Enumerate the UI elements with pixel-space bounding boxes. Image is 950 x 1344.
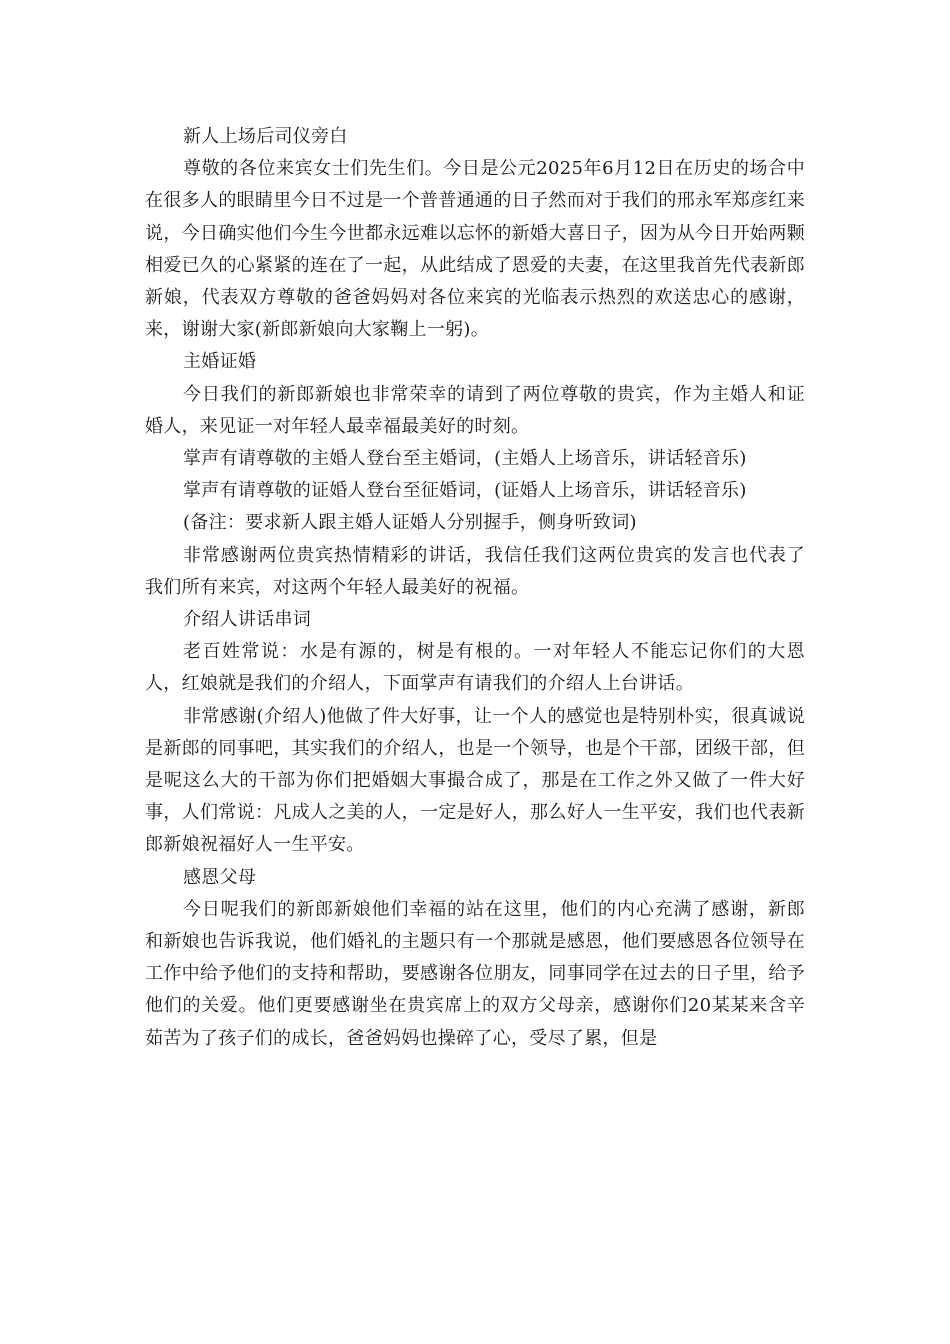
section-heading-matchmaker: 介绍人讲话串词 — [183, 609, 312, 631]
section-heading-parents: 感恩父母 — [183, 866, 257, 888]
paragraph-thanks-guests: 非常感谢两位贵宾热情精彩的讲话，我信任我们这两位贵宾的发言也代表了我们所有来宾，对这两个年轻人最美好的祝福。 — [145, 544, 805, 598]
paragraph-gratitude: 今日呢我们的新郎新娘他们幸福的站在这里，他们的内心充满了感谢，新郎和新娘也告诉我说，他们婚礼的主题只有一个那就是感恩，他们要感恩各位领导在工作中给予他们的支持和帮助，要感谢各位朋友，同事同学在过去的日子里，给予他们的关爱。他们更要感谢坐在贵宾席上的双方父母亲，感谢你们20某某来含辛茹苦为了孩子们的成长，爸爸妈妈也操碎了心，受尽了累，但是 — [145, 898, 805, 1049]
paragraph-note: (备注：要求新人跟主婚人证婚人分别握手，侧身听致词) — [183, 512, 637, 534]
paragraph-host-speech: 掌声有请尊敬的主婚人登台至主婚词，(主婚人上场音乐，讲话轻音乐) — [183, 448, 747, 470]
paragraph-witness-speech: 掌声有请尊敬的证婚人登台至征婚词，(证婚人上场音乐，讲话轻音乐) — [183, 480, 747, 502]
section-heading-officiant: 主婚证婚 — [183, 351, 257, 373]
document-page — [145, 121, 805, 1055]
paragraph-welcome: 尊敬的各位来宾女士们先生们。今日是公元2025年6月12日在历史的场合中在很多人的眼睛里今日不过是一个普普通通的日子然而对于我们的邢永军郑彦红来说，今日确实他们今生今世都永远难以忘怀的新婚大喜日子，因为从今日开始两颗相爱已久的心紧紧的连在了一起，从此结成了恩爱的夫妻，在这里我首先代表新郎新娘，代表双方尊敬的爸爸妈妈对各位来宾的光临表示热烈的欢送忠心的感谢，来，谢谢大家(新郎新娘向大家鞠上一躬)。 — [145, 158, 805, 341]
paragraph-matchmaker-intro: 老百姓常说：水是有源的，树是有根的。一对年轻人不能忘记你们的大恩人，红娘就是我们的介绍人，下面掌声有请我们的介绍人上台讲话。 — [145, 641, 805, 695]
paragraph-matchmaker-thanks: 非常感谢(介绍人)他做了件大好事，让一个人的感觉也是特别朴实，很真诚说是新郎的同事吧，其实我们的介绍人，也是一个领导，也是个干部，团级干部，但是呢这么大的干部为你们把婚姻大事撮合成了，那是在工作之外又做了一件大好事，人们常说：凡成人之美的人，一定是好人，那么好人一生平安，我们也代表新郎新娘祝福好人一生平安。 — [145, 705, 805, 856]
paragraph-guests-invited: 今日我们的新郎新娘也非常荣幸的请到了两位尊敬的贵宾，作为主婚人和证婚人，来见证一对年轻人最幸福最美好的时刻。 — [145, 383, 805, 437]
section-heading-entrance: 新人上场后司仪旁白 — [183, 126, 348, 147]
